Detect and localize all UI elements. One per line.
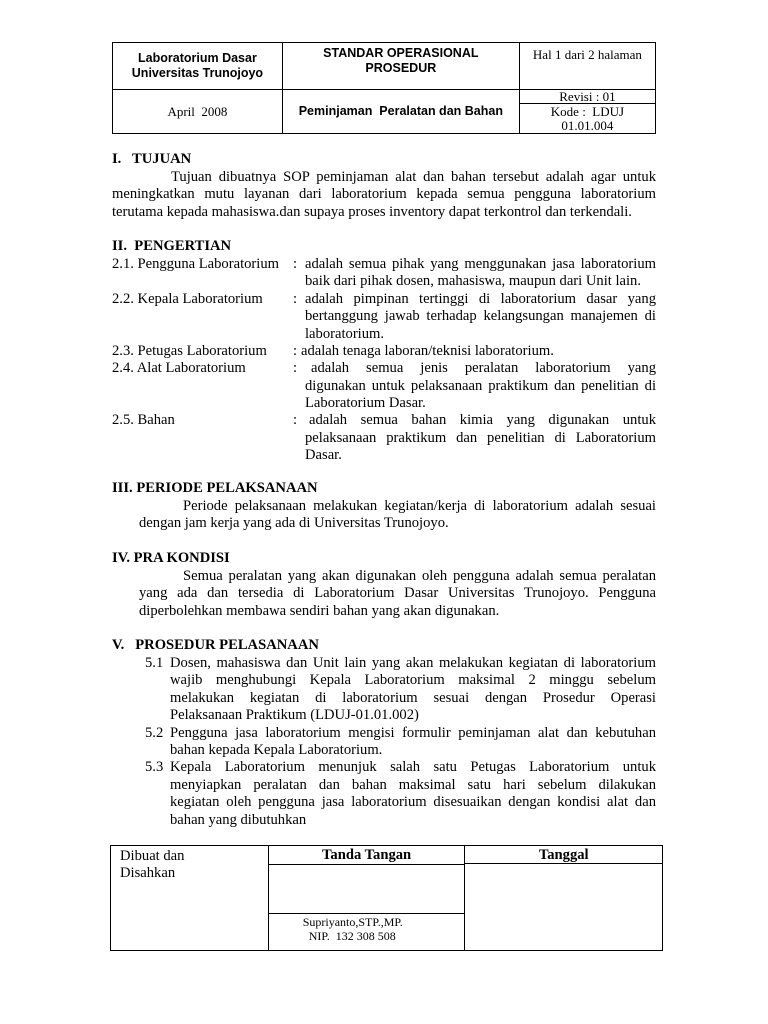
procedure-line: Kepala Laboratorium menunjuk salah satu Petugas Laboratorium untuk [170, 759, 656, 776]
definition-colon: : [293, 412, 298, 429]
page-info-cell [519, 43, 655, 90]
signer-cell [268, 914, 465, 951]
section-3-body [139, 498, 656, 533]
definition-line: adalah pimpinan tertinggi di laboratorium dasar yang [305, 291, 656, 307]
made-approved-cell [111, 846, 269, 951]
definition-line: adalah semua pihak yang menggunakan jasa laboratorium [305, 256, 656, 272]
date-column-cell [465, 846, 663, 951]
definition-colon: : [293, 256, 298, 272]
procedure-line: melakukan kegiatan di laboratorium sesuai dengan Prosedur Operasi [170, 689, 656, 706]
approval-table [110, 845, 663, 951]
procedure-line: bahan yang dibutuhkan [170, 811, 307, 828]
section-1-line3: terutama kepada mahasiswa.dan supaya proses inventory dapat terkontrol dan terkendali. [112, 203, 632, 220]
section-1-body [112, 169, 656, 221]
procedure-list [145, 655, 656, 829]
definition-colon: : [293, 360, 298, 377]
definition-line: adalah semua bahan kimia yang digunakan untuk [309, 412, 656, 429]
procedure-text [170, 725, 656, 760]
doc-type-line2: PROSEDUR [365, 61, 437, 75]
definition-text [305, 256, 656, 291]
definition-line: digunakan untuk pelaksanaan praktikum dan penelitian di [305, 377, 656, 394]
lab-name-line1: Laboratorium Dasar [138, 51, 257, 65]
procedure-line: menyiapkan peralatan dan bahan maksimal satu hari sebelum dilakukan [170, 776, 656, 793]
procedure-line: Pelaksanaan Praktikum (LDUJ-01.01.002) [170, 707, 419, 724]
signature-header: Tanda Tangan [322, 847, 412, 863]
section-1-line2: meningkatkan mutu layanan dari laboratorium kepada semua pengguna laboratorium [112, 186, 656, 203]
made-line1: Dibuat dan [120, 848, 185, 864]
definition-text [305, 412, 656, 464]
document-header-table [112, 42, 656, 134]
section-1-title: I. TUJUAN [112, 151, 192, 167]
definition-term: 2.1. Pengguna Laboratorium [112, 256, 279, 272]
definition-text [305, 360, 656, 412]
definition-colon: : [293, 291, 298, 307]
section-4-body [139, 568, 656, 620]
procedure-number: 5.1 [145, 655, 164, 671]
definition-line: bertanggung jawab terhadap kelangsungan manajemen di [305, 308, 656, 325]
section-4-line2: yang ada dan tersedia di Laboratorium Dasar Universitas Trunojoyo. Pengguna [139, 585, 656, 602]
definition-term: 2.3. Petugas Laboratorium [112, 343, 267, 359]
procedure-text [170, 759, 656, 829]
signer-nip: NIP. 132 308 508 [308, 929, 396, 943]
date-header-cell [465, 846, 662, 864]
definition-colon: : [293, 343, 298, 359]
section-5-title: V. PROSEDUR PELASANAAN [112, 637, 319, 653]
section-2-title: II. PENGERTIAN [112, 238, 232, 254]
procedure-item [145, 725, 656, 760]
procedure-line: bahan kepada Kepala Laboratorium. [170, 742, 383, 758]
definition-item [112, 360, 656, 412]
section-3-line1: Periode pelaksanaan melakukan kegiatan/kerja di laboratorium adalah sesuai [183, 498, 656, 514]
lab-name-line2: Universitas Trunojoyo [131, 66, 264, 80]
procedure-line: Dosen, mahasiswa dan Unit lain yang akan melakukan kegiatan di laboratorium [170, 655, 656, 671]
signature-header-cell [268, 846, 465, 865]
section-3-title: III. PERIODE PELAKSANAAN [112, 480, 318, 496]
definition-item [112, 291, 656, 343]
procedure-item [145, 655, 656, 725]
definition-list [112, 256, 656, 464]
section-4-line3: diperbolehkan membawa sendiri bahan yang akan digunakan. [139, 602, 500, 619]
definition-text [305, 291, 656, 343]
date-cell [113, 90, 283, 134]
definition-item [112, 256, 656, 291]
definition-line: adalah semua jenis peralatan laboratorium yang [311, 360, 656, 377]
definition-item [112, 412, 656, 464]
definition-term: 2.5. Bahan [112, 412, 175, 429]
revision: Revisi : 01 [520, 90, 655, 104]
definition-term: 2.2. Kepala Laboratorium [112, 291, 263, 307]
procedure-line: Pengguna jasa laboratorium mengisi formulir peminjaman alat dan kebutuhan [170, 724, 656, 741]
section-3-line2: dengan jam kerja yang ada di Universitas Trunojoyo. [139, 515, 449, 532]
page-info: Hal 1 dari 2 halaman [532, 47, 642, 62]
section-1-line1: Tujuan dibuatnya SOP peminjaman alat dan bahan tersebut adalah agar untuk [171, 169, 656, 185]
lab-name-cell [113, 43, 283, 90]
definition-line: adalah tenaga laboran/teknisi laboratorium. [301, 343, 554, 359]
definition-line: Dasar. [305, 447, 342, 464]
made-line2: Disahkan [120, 865, 176, 882]
procedure-number: 5.2 [145, 724, 164, 741]
revision-code-cell [519, 90, 655, 134]
procedure-text [170, 655, 656, 725]
definition-line: baik dari pihak dosen, mahasiswa, maupun dari Unit lain. [305, 273, 641, 290]
definition-line: laboratorium. [305, 325, 385, 342]
doc-subject: Peminjaman Peralatan dan Bahan [298, 104, 503, 118]
section-4-line1: Semua peralatan yang akan digunakan oleh pengguna adalah semua peralatan [183, 568, 656, 584]
doc-type-line1: STANDAR OPERASIONAL [323, 46, 479, 60]
section-4-title: IV. PRA KONDISI [112, 550, 230, 566]
subject-cell [282, 90, 519, 134]
definition-line: pelaksanaan praktikum dan penelitian di Laboratorium [305, 429, 656, 446]
date-header: Tanggal [538, 847, 589, 863]
signature-space-cell [268, 865, 465, 914]
signer-name: Supriyanto,STP.,MP. [302, 915, 403, 929]
procedure-item [145, 759, 656, 829]
definition-term: 2.4. Alat Laboratorium [112, 360, 246, 377]
definition-line: Laboratorium Dasar. [305, 395, 426, 412]
doc-type-cell [282, 43, 519, 90]
procedure-line: kegiatan oleh pengguna jasa laboratorium disesuaikan dengan kondisi alat dan [170, 794, 656, 811]
code-line1: Kode : LDUJ [550, 104, 625, 119]
doc-date: April 2008 [167, 104, 228, 119]
definition-item [112, 343, 656, 360]
procedure-number: 5.3 [145, 759, 164, 776]
code-line2: 01.01.004 [561, 118, 614, 133]
procedure-line: wajib menghubungi Kepala Laboratorium maksimal 2 minggu sebelum [170, 672, 656, 689]
